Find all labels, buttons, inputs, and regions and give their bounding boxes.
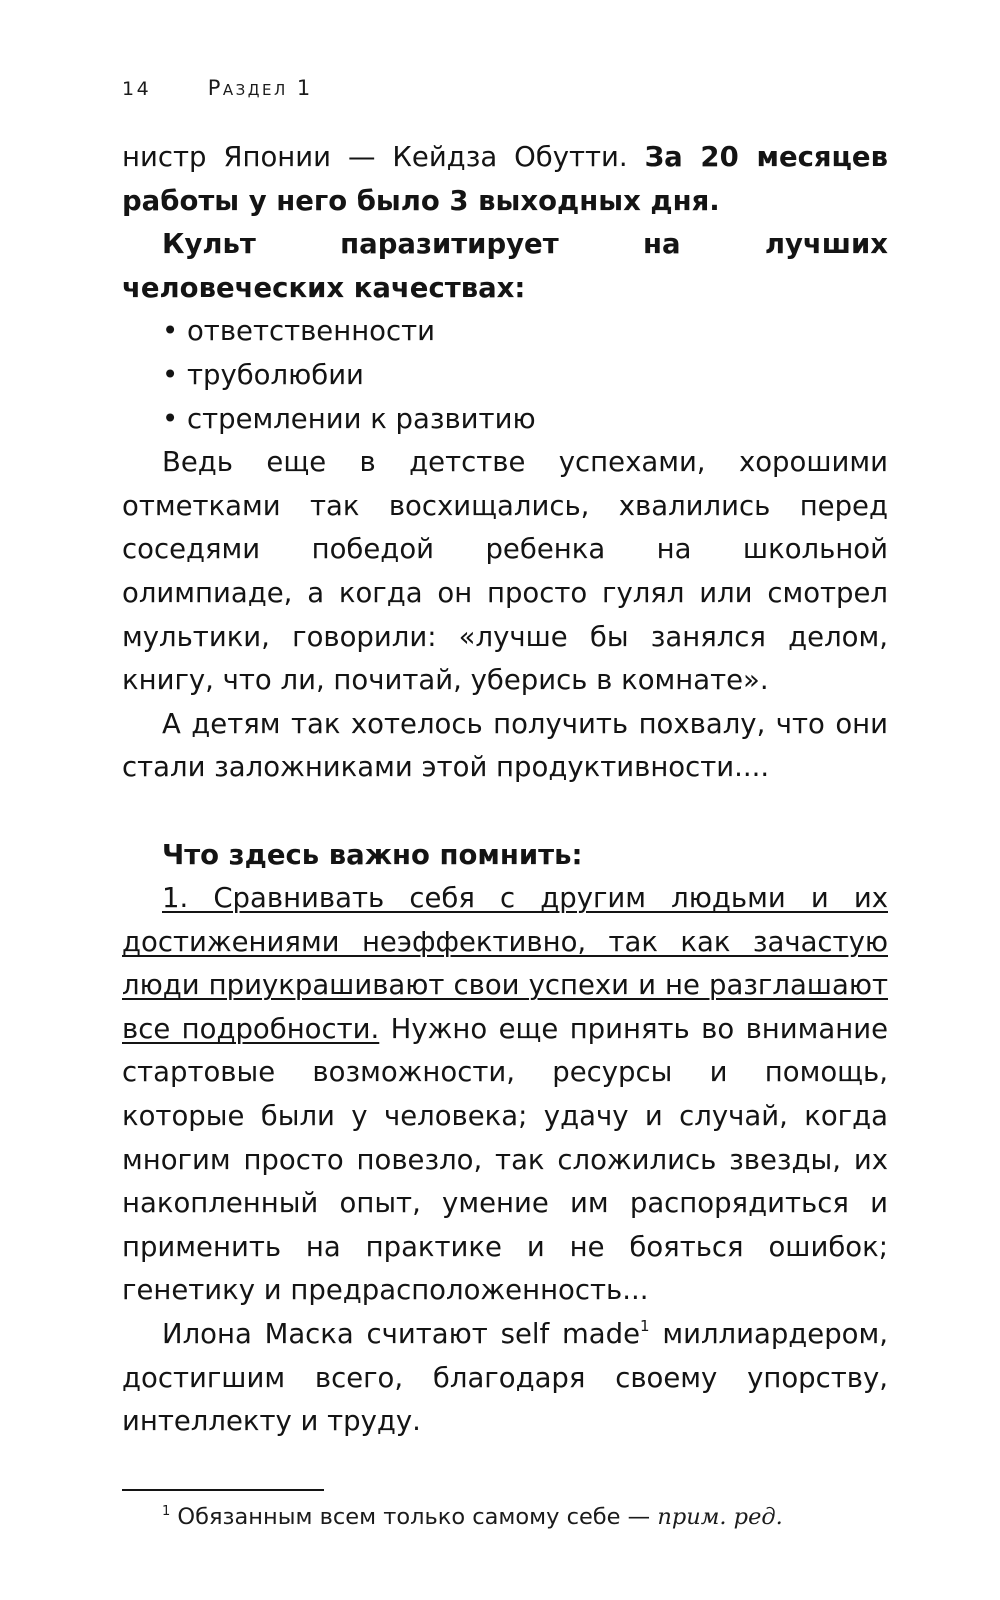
footnote-text: Обязанным всем только самому себе —	[170, 1504, 658, 1530]
list-item: • стремлении к развитию	[162, 398, 888, 442]
footnote	[162, 1502, 783, 1532]
footnote-divider	[122, 1489, 324, 1491]
paragraph-2-bold: Культ паразитирует на лучших человеческих качествах:	[122, 228, 888, 304]
paragraph-5-underlined: 1. Сравнивать себя с другим людьми и их достижениями неэффективно, так как зачастую люди приукрашивают свои успехи и не разглашают все подробности.	[122, 882, 888, 1045]
page-number: 14	[122, 78, 152, 100]
list-item: • ответственности	[162, 310, 888, 354]
paragraph-4: А детям так хотелось получить похвалу, что они стали заложниками этой продуктивности....	[122, 707, 888, 784]
paragraph-1	[122, 136, 888, 223]
list-item: • труболюбии	[162, 354, 888, 398]
footnote-marker: 1	[162, 1504, 171, 1519]
paragraph-1-text: нистр Японии — Кейдза Обутти.	[122, 141, 645, 173]
running-header	[122, 76, 313, 100]
paragraph-3: Ведь еще в детстве успехами, хорошими отметками так восхищались, хвалились перед соседями победой ребенка на школьной олимпиаде, а когда он просто гулял или смотрел мультики, говорили: «лучше бы занялся делом, книгу, что ли, почитай, уберись в комнате».	[122, 446, 888, 697]
section-title: Раздел 1	[207, 76, 313, 100]
footnote-editor-note: прим. ред.	[657, 1504, 783, 1530]
footnote-reference: 1	[640, 1317, 650, 1336]
paragraph-5	[122, 877, 888, 1313]
blank-line	[122, 790, 888, 834]
body-text	[122, 136, 888, 1444]
paragraph-1-bold: За 20 месяцев работы у него было 3 выходных дня.	[122, 141, 888, 217]
paragraph-5-text: Нужно еще принять во внимание стартовые возможности, ресурсы и помощь, которые были у человека; удачу и случай, когда многим просто повезло, так сложились звезды, их накопленный опыт, умение им распорядиться и применить на практике и не бояться ошибок; генетику и предрасположенность...	[122, 1012, 889, 1307]
paragraph-6-text-end: миллиардером, достигшим всего, благодаря своему упорству, интеллекту и труду.	[122, 1318, 888, 1438]
paragraph-6	[122, 1313, 888, 1444]
section-heading: Что здесь важно помнить:	[162, 838, 583, 871]
qualities-list	[122, 310, 888, 441]
paragraph-6-text-start: Илона Маска считают self made	[162, 1318, 640, 1351]
